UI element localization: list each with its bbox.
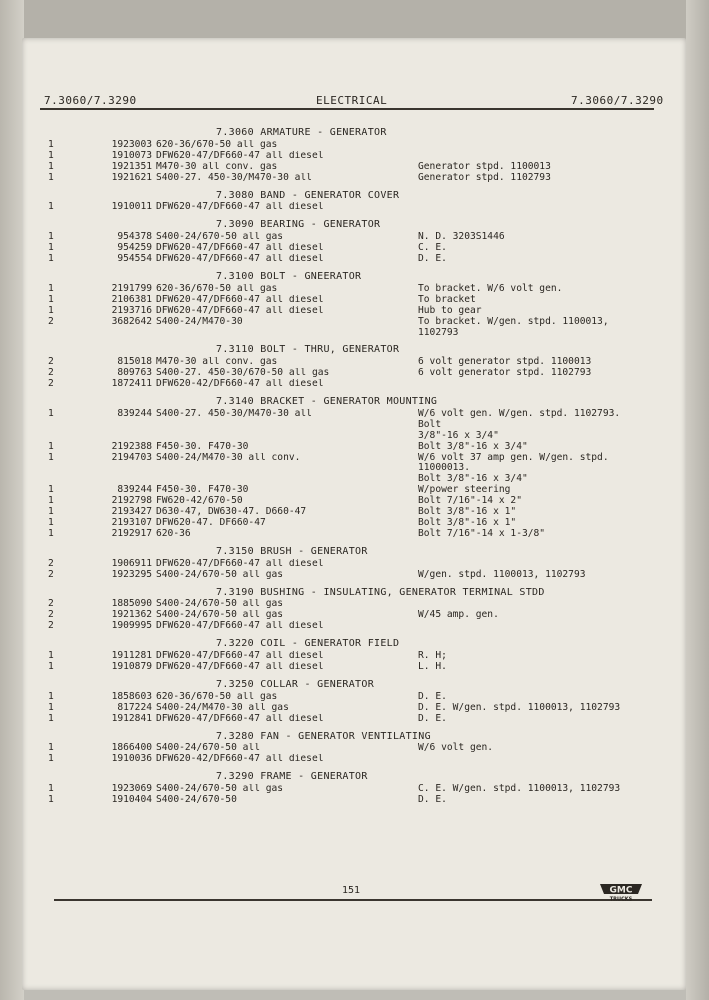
quantity-cell: 1 bbox=[48, 440, 54, 452]
remark-cell: D. E. bbox=[418, 690, 447, 702]
description-cell: S400-24/670-50 all gas bbox=[156, 610, 284, 621]
remark-cell: W/gen. stpd. 1100013, 1102793 bbox=[418, 568, 586, 580]
description-cell: F450-30. F470-30 bbox=[156, 485, 249, 496]
description-cell: S400-24/670-50 bbox=[156, 795, 237, 806]
remark-cell: Generator stpd. 1100013 bbox=[418, 160, 551, 172]
quantity-cell: 1 bbox=[48, 149, 54, 161]
quantity-cell: 2 bbox=[48, 378, 54, 390]
description-cell: D630-47, DW630-47. D660-47 bbox=[156, 507, 307, 518]
header-rule bbox=[40, 108, 654, 110]
part-row bbox=[48, 529, 648, 540]
section-title: 7.3250 COLLAR - GENERATOR bbox=[216, 678, 375, 690]
remark-cell bbox=[418, 621, 648, 632]
quantity-cell: 1 bbox=[48, 712, 54, 724]
part-number-cell: 1912841 bbox=[111, 712, 152, 724]
quantity-cell: 1 bbox=[48, 753, 54, 765]
remark-cell bbox=[418, 559, 648, 570]
part-number-cell: 1910404 bbox=[111, 794, 152, 806]
quantity-cell: 1 bbox=[48, 242, 54, 254]
part-row bbox=[48, 162, 648, 173]
description-cell: DFW620-47/DF660-47 all diesel bbox=[156, 621, 324, 632]
description-cell: 620-36/670-50 all gas bbox=[156, 139, 278, 150]
part-number-cell: 2192798 bbox=[111, 495, 152, 507]
quantity-cell: 1 bbox=[48, 506, 54, 518]
part-number-cell: 839244 bbox=[117, 484, 152, 496]
description-cell: M470-30 all conv. gas bbox=[156, 161, 278, 172]
remark-cell: Bolt 7/16"-14 x 1-3/8" bbox=[418, 527, 546, 539]
remark-cell bbox=[418, 202, 648, 213]
part-row bbox=[48, 714, 648, 725]
remark-cell: 6 volt generator stpd. 1100013 bbox=[418, 356, 592, 368]
header-left-code: 7.3060/7.3290 bbox=[44, 94, 137, 107]
quantity-cell: 1 bbox=[48, 304, 54, 316]
description-cell: DFW620-47/DF660-47 all diesel bbox=[156, 558, 324, 569]
remark-cell: C. E. bbox=[418, 242, 447, 254]
section bbox=[48, 272, 648, 338]
part-number-cell: 1872411 bbox=[111, 378, 152, 390]
remark-cell: N. D. 3203S1446 bbox=[418, 231, 505, 243]
part-number-cell: 2192917 bbox=[111, 527, 152, 539]
description-cell: 620-36/670-50 all gas bbox=[156, 691, 278, 702]
section-title: 7.3290 FRAME - GENERATOR bbox=[216, 771, 368, 783]
description-cell: S400-24/670-50 all gas bbox=[156, 569, 284, 580]
part-number-cell: 2193427 bbox=[111, 506, 152, 518]
parts-list bbox=[48, 128, 648, 806]
quantity-cell: 1 bbox=[48, 407, 54, 419]
remark-cell: C. E. W/gen. stpd. 1100013, 1102793 bbox=[418, 783, 621, 795]
section bbox=[48, 397, 648, 540]
part-number-cell: 1906911 bbox=[111, 557, 152, 569]
part-number-cell: 954378 bbox=[117, 231, 152, 243]
scan-background-right bbox=[686, 0, 709, 1000]
remark-cell: To bracket. W/6 volt gen. bbox=[418, 282, 563, 294]
quantity-cell: 1 bbox=[48, 650, 54, 662]
description-cell: DFW620-47. DF660-47 bbox=[156, 518, 266, 528]
description-cell: F450-30. F470-30 bbox=[156, 441, 249, 452]
quantity-cell: 1 bbox=[48, 701, 54, 713]
part-number-cell: 1921362 bbox=[111, 609, 152, 621]
quantity-cell: 1 bbox=[48, 517, 54, 528]
description-cell: DFW620-42/DF660-47 all diesel bbox=[156, 379, 324, 390]
part-number-cell: 954554 bbox=[117, 253, 152, 265]
remark-cell: W/power steering bbox=[418, 484, 511, 496]
section bbox=[48, 772, 648, 806]
part-number-cell: 1921351 bbox=[111, 160, 152, 172]
quantity-cell: 2 bbox=[48, 598, 54, 610]
remark-cell: D. E. bbox=[418, 712, 447, 724]
section-title: 7.3090 BEARING - GENERATOR bbox=[216, 219, 381, 231]
section bbox=[48, 680, 648, 725]
quantity-cell: 2 bbox=[48, 356, 54, 368]
quantity-cell: 1 bbox=[48, 794, 54, 806]
section bbox=[48, 191, 648, 214]
part-row bbox=[48, 795, 648, 806]
remark-cell: Bolt 3/8"-16 x 3/4" bbox=[418, 440, 528, 452]
part-number-cell: 2193107 bbox=[111, 517, 152, 528]
part-row bbox=[48, 559, 648, 570]
part-number-cell: 1911281 bbox=[111, 650, 152, 662]
logo-text-trucks: TRUCKS bbox=[609, 896, 633, 902]
description-cell: S400-24/670-50 all gas bbox=[156, 784, 284, 795]
quantity-cell: 1 bbox=[48, 660, 54, 672]
part-number-cell: 1910879 bbox=[111, 660, 152, 672]
gmc-trucks-logo bbox=[598, 880, 644, 902]
remark-cell: To bracket. W/gen. stpd. 1100013, 1102793 bbox=[418, 315, 609, 338]
description-cell: S400-27. 450-30/M470-30 all bbox=[156, 408, 312, 419]
part-row bbox=[48, 453, 648, 486]
part-number-cell: 3682642 bbox=[111, 315, 152, 327]
part-row bbox=[48, 202, 648, 213]
quantity-cell: 2 bbox=[48, 367, 54, 379]
section-title: 7.3100 BOLT - GNEERATOR bbox=[216, 270, 362, 282]
part-number-cell: 1866400 bbox=[111, 742, 152, 754]
quantity-cell: 1 bbox=[48, 690, 54, 702]
quantity-cell: 1 bbox=[48, 160, 54, 172]
part-number-cell: 1858603 bbox=[111, 690, 152, 702]
remark-cell: To bracket bbox=[418, 293, 476, 305]
remark-cell: R. H; bbox=[418, 650, 447, 662]
description-cell: DFW620-42/DF660-47 all diesel bbox=[156, 754, 324, 765]
remark-cell: W/6 volt 37 amp gen. W/gen. stpd. 11000013. Bolt 3/8"-16 x 3/4" bbox=[418, 451, 609, 485]
section-title: 7.3140 BRACKET - GENERATOR MOUNTING bbox=[216, 396, 438, 408]
part-number-cell: 1910036 bbox=[111, 753, 152, 765]
quantity-cell: 1 bbox=[48, 742, 54, 754]
quantity-cell: 1 bbox=[48, 138, 54, 150]
remark-cell: L. H. bbox=[418, 660, 447, 672]
remark-cell: Hub to gear bbox=[418, 304, 482, 316]
part-number-cell: 1909995 bbox=[111, 620, 152, 632]
quantity-cell: 1 bbox=[48, 783, 54, 795]
part-row bbox=[48, 754, 648, 765]
section bbox=[48, 547, 648, 581]
part-number-cell: 2193716 bbox=[111, 304, 152, 316]
part-row bbox=[48, 173, 648, 184]
description-cell: DFW620-47/DF660-47 all diesel bbox=[156, 150, 324, 161]
section bbox=[48, 345, 648, 390]
part-row bbox=[48, 621, 648, 632]
part-number-cell: 1923295 bbox=[111, 568, 152, 580]
description-cell: DFW620-47/DF660-47 all diesel bbox=[156, 305, 324, 316]
part-number-cell: 1910011 bbox=[111, 201, 152, 213]
quantity-cell: 1 bbox=[48, 293, 54, 305]
description-cell: S400-24/670-50 all gas bbox=[156, 599, 284, 610]
section bbox=[48, 588, 648, 633]
remark-cell: W/6 volt gen. W/gen. stpd. 1102793. Bolt 3/8"-16 x 3/4" bbox=[418, 407, 621, 441]
part-row bbox=[48, 409, 648, 442]
part-row bbox=[48, 570, 648, 581]
part-number-cell: 2192388 bbox=[111, 440, 152, 452]
description-cell: S400-27. 450-30/670-50 all gas bbox=[156, 368, 330, 379]
remark-cell: Generator stpd. 1102793 bbox=[418, 171, 551, 183]
quantity-cell: 1 bbox=[48, 231, 54, 243]
description-cell: S400-24/M470-30 all gas bbox=[156, 702, 289, 713]
remark-cell bbox=[418, 379, 648, 390]
section bbox=[48, 639, 648, 673]
section bbox=[48, 732, 648, 766]
remark-cell: Bolt 3/8"-16 x 1" bbox=[418, 517, 517, 528]
page-number: 151 bbox=[342, 885, 361, 896]
remark-cell bbox=[418, 140, 648, 151]
section-title: 7.3150 BRUSH - GENERATOR bbox=[216, 545, 368, 557]
remark-cell: D. E. W/gen. stpd. 1100013, 1102793 bbox=[418, 701, 621, 713]
quantity-cell: 1 bbox=[48, 527, 54, 539]
part-number-cell: 954259 bbox=[117, 242, 152, 254]
scan-background-top bbox=[0, 0, 709, 40]
logo-text-gmc: GMC bbox=[609, 885, 633, 896]
part-number-cell: 839244 bbox=[117, 407, 152, 419]
remark-cell bbox=[418, 754, 648, 765]
part-row bbox=[48, 379, 648, 390]
quantity-cell: 1 bbox=[48, 253, 54, 265]
part-number-cell: 2191799 bbox=[111, 282, 152, 294]
quantity-cell: 2 bbox=[48, 568, 54, 580]
description-cell: S400-24/M470-30 bbox=[156, 316, 243, 327]
quantity-cell: 1 bbox=[48, 495, 54, 507]
section-title: 7.3190 BUSHING - INSULATING, GENERATOR TERMINAL STDD bbox=[216, 586, 545, 598]
section bbox=[48, 220, 648, 265]
section-title: 7.3110 BOLT - THRU, GENERATOR bbox=[216, 344, 400, 356]
part-row bbox=[48, 703, 648, 714]
section-title: 7.3280 FAN - GENERATOR VENTILATING bbox=[216, 730, 431, 742]
description-cell: M470-30 all conv. gas bbox=[156, 357, 278, 368]
description-cell: 620-36 bbox=[156, 528, 191, 539]
quantity-cell: 2 bbox=[48, 609, 54, 621]
quantity-cell: 1 bbox=[48, 484, 54, 496]
part-number-cell: 2194703 bbox=[111, 451, 152, 463]
description-cell: S400-24/M470-30 all conv. bbox=[156, 452, 301, 463]
quantity-cell: 2 bbox=[48, 620, 54, 632]
part-number-cell: 815018 bbox=[117, 356, 152, 368]
description-cell: DFW620-47/DF660-47 all diesel bbox=[156, 202, 324, 213]
remark-cell: D. E. bbox=[418, 253, 447, 265]
description-cell: FW620-42/670-50 bbox=[156, 496, 243, 507]
quantity-cell: 1 bbox=[48, 201, 54, 213]
quantity-cell: 1 bbox=[48, 451, 54, 463]
part-number-cell: 1921621 bbox=[111, 171, 152, 183]
part-row bbox=[48, 306, 648, 317]
remark-cell: W/45 amp. gen. bbox=[418, 609, 499, 621]
section-title: 7.3080 BAND - GENERATOR COVER bbox=[216, 189, 400, 201]
description-cell: S400-27. 450-30/M470-30 all bbox=[156, 172, 312, 183]
description-cell: DFW620-47/DF660-47 all diesel bbox=[156, 294, 324, 305]
part-number-cell: 809763 bbox=[117, 367, 152, 379]
section bbox=[48, 128, 648, 184]
part-row bbox=[48, 442, 648, 453]
header-title: ELECTRICAL bbox=[316, 94, 388, 107]
part-row bbox=[48, 317, 648, 339]
part-row bbox=[48, 662, 648, 673]
remark-cell: 6 volt generator stpd. 1102793 bbox=[418, 367, 592, 379]
description-cell: S400-24/670-50 all bbox=[156, 743, 260, 754]
remark-cell: D. E. bbox=[418, 794, 447, 806]
quantity-cell: 2 bbox=[48, 315, 54, 327]
description-cell: DFW620-47/DF660-47 all diesel bbox=[156, 243, 324, 254]
part-number-cell: 1885090 bbox=[111, 598, 152, 610]
remark-cell: Bolt 7/16"-14 x 2" bbox=[418, 495, 522, 507]
section-title: 7.3220 COIL - GENERATOR FIELD bbox=[216, 638, 400, 650]
quantity-cell: 1 bbox=[48, 282, 54, 294]
quantity-cell: 1 bbox=[48, 171, 54, 183]
header-right-code: 7.3060/7.3290 bbox=[571, 94, 664, 107]
description-cell: 620-36/670-50 all gas bbox=[156, 283, 278, 294]
description-cell: DFW620-47/DF660-47 all diesel bbox=[156, 254, 324, 265]
part-number-cell: 817224 bbox=[117, 701, 152, 713]
part-number-cell: 2106381 bbox=[111, 293, 152, 305]
description-cell: DFW620-47/DF660-47 all diesel bbox=[156, 713, 324, 724]
scan-background-left bbox=[0, 0, 24, 1000]
part-number-cell: 1923069 bbox=[111, 783, 152, 795]
description-cell: DFW620-47/DF660-47 all diesel bbox=[156, 651, 324, 662]
part-number-cell: 1910073 bbox=[111, 149, 152, 161]
section-title: 7.3060 ARMATURE - GENERATOR bbox=[216, 127, 387, 138]
description-cell: S400-24/670-50 all gas bbox=[156, 232, 284, 243]
remark-cell: Bolt 3/8"-16 x 1" bbox=[418, 506, 517, 518]
remark-cell: W/6 volt gen. bbox=[418, 742, 494, 754]
part-number-cell: 1923003 bbox=[111, 138, 152, 150]
description-cell: DFW620-47/DF660-47 all diesel bbox=[156, 661, 324, 672]
part-row bbox=[48, 254, 648, 265]
quantity-cell: 2 bbox=[48, 557, 54, 569]
